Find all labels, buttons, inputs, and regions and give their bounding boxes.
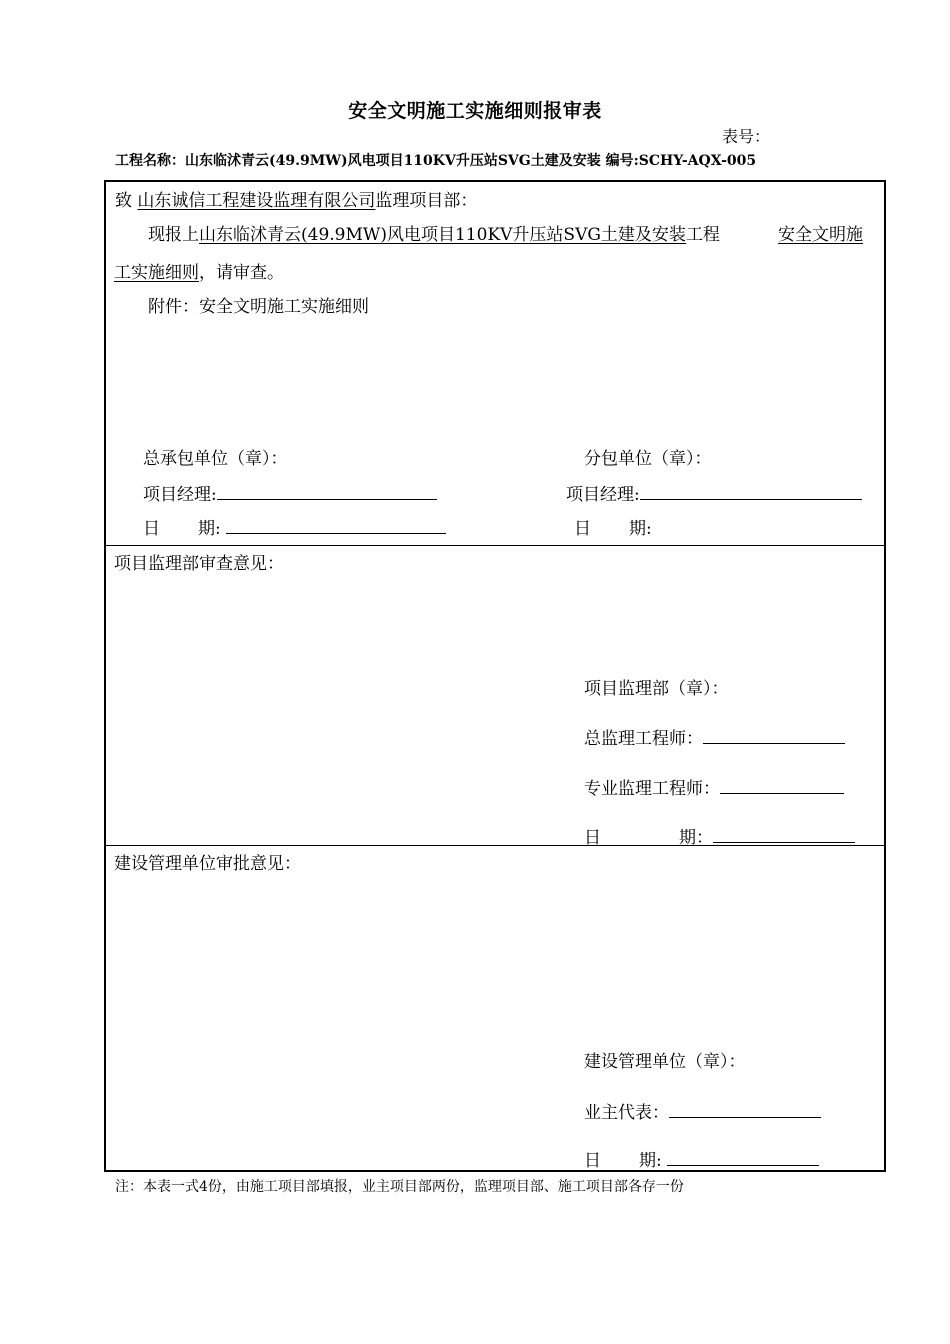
document-name-part1: 安全文明施 [778, 225, 863, 245]
to-prefix: 致 [115, 191, 132, 211]
report-line-1 [148, 220, 720, 245]
gc-date-label-1: 日 [143, 519, 160, 539]
form-number-label: 表号： [722, 127, 771, 146]
footnote: 注：本表一式4份，由施工项目部填报，业主项目部两份，监理项目部、施工项目部各存一份 [115, 1179, 684, 1195]
chief-engineer-field[interactable] [703, 729, 845, 744]
owner-date-label-2: 期: [639, 1151, 662, 1171]
general-contractor-seal-label: 总承包单位（章）： [143, 449, 288, 469]
owner-rep-field[interactable] [669, 1103, 821, 1118]
project-info-line: 工程名称：山东临沭青云(49.9MW)风电项目110KV升压站SVG土建及安装 编号:SCHY-AQX-005 [115, 153, 757, 169]
subcontractor-seal-label: 分包单位（章）： [584, 449, 712, 469]
form-table [104, 180, 886, 1172]
owner-date-field[interactable] [667, 1151, 819, 1166]
attachment-line: 附件：安全文明施工实施细则 [148, 297, 369, 317]
sub-date-row [574, 514, 652, 539]
gc-project-manager-field[interactable] [217, 485, 437, 500]
sub-date-label-1: 日 [574, 519, 591, 539]
gc-date-label-2: 期: [198, 519, 221, 539]
report-mid: 工程 [685, 225, 720, 245]
supervision-date-label-2: 期： [679, 828, 713, 848]
document-name-part2: 工实施细则 [114, 263, 199, 283]
specialist-engineer-label: 专业监理工程师： [584, 779, 720, 799]
owner-seal-label: 建设管理单位（章）： [584, 1052, 746, 1072]
supervision-review-heading: 项目监理部审查意见： [114, 554, 284, 574]
sub-project-manager-field[interactable] [640, 485, 862, 500]
owner-rep-row [584, 1098, 821, 1123]
chief-engineer-label: 总监理工程师： [584, 729, 703, 749]
gc-date-field[interactable] [226, 519, 446, 534]
row-divider-1 [104, 545, 886, 546]
to-suffix: 监理项目部： [375, 191, 478, 211]
supervision-date-label-1: 日 [584, 828, 601, 848]
sub-project-manager-label: 项目经理: [566, 485, 640, 505]
gc-date-row [143, 514, 446, 539]
sub-project-manager-row [566, 480, 862, 505]
owner-rep-label: 业主代表： [584, 1103, 669, 1123]
document-title: 安全文明施工实施细则报审表 [348, 100, 602, 122]
report-prefix: 现报上 [148, 225, 199, 245]
supervisor-unit-name: 山东诚信工程建设监理有限公司 [137, 191, 376, 211]
gc-project-manager-label: 项目经理: [143, 485, 217, 505]
chief-engineer-row [584, 724, 845, 749]
sub-date-label-2: 期: [629, 519, 652, 539]
addressee-line [115, 186, 477, 211]
report-line-2 [114, 258, 284, 283]
supervision-date-field[interactable] [713, 828, 855, 843]
supervision-seal-label: 项目监理部（章）： [584, 679, 729, 699]
owner-date-label-1: 日 [584, 1151, 601, 1171]
supervision-date-row [584, 823, 855, 848]
specialist-engineer-field[interactable] [720, 779, 844, 794]
owner-date-row [584, 1146, 819, 1171]
owner-approval-heading: 建设管理单位审批意见： [114, 854, 301, 874]
gc-project-manager-row [143, 480, 437, 505]
report-suffix: ，请审查。 [199, 263, 284, 283]
project-name: 山东临沭青云(49.9MW)风电项目110KV升压站SVG土建及安装 [199, 225, 686, 245]
specialist-engineer-row [584, 774, 844, 799]
